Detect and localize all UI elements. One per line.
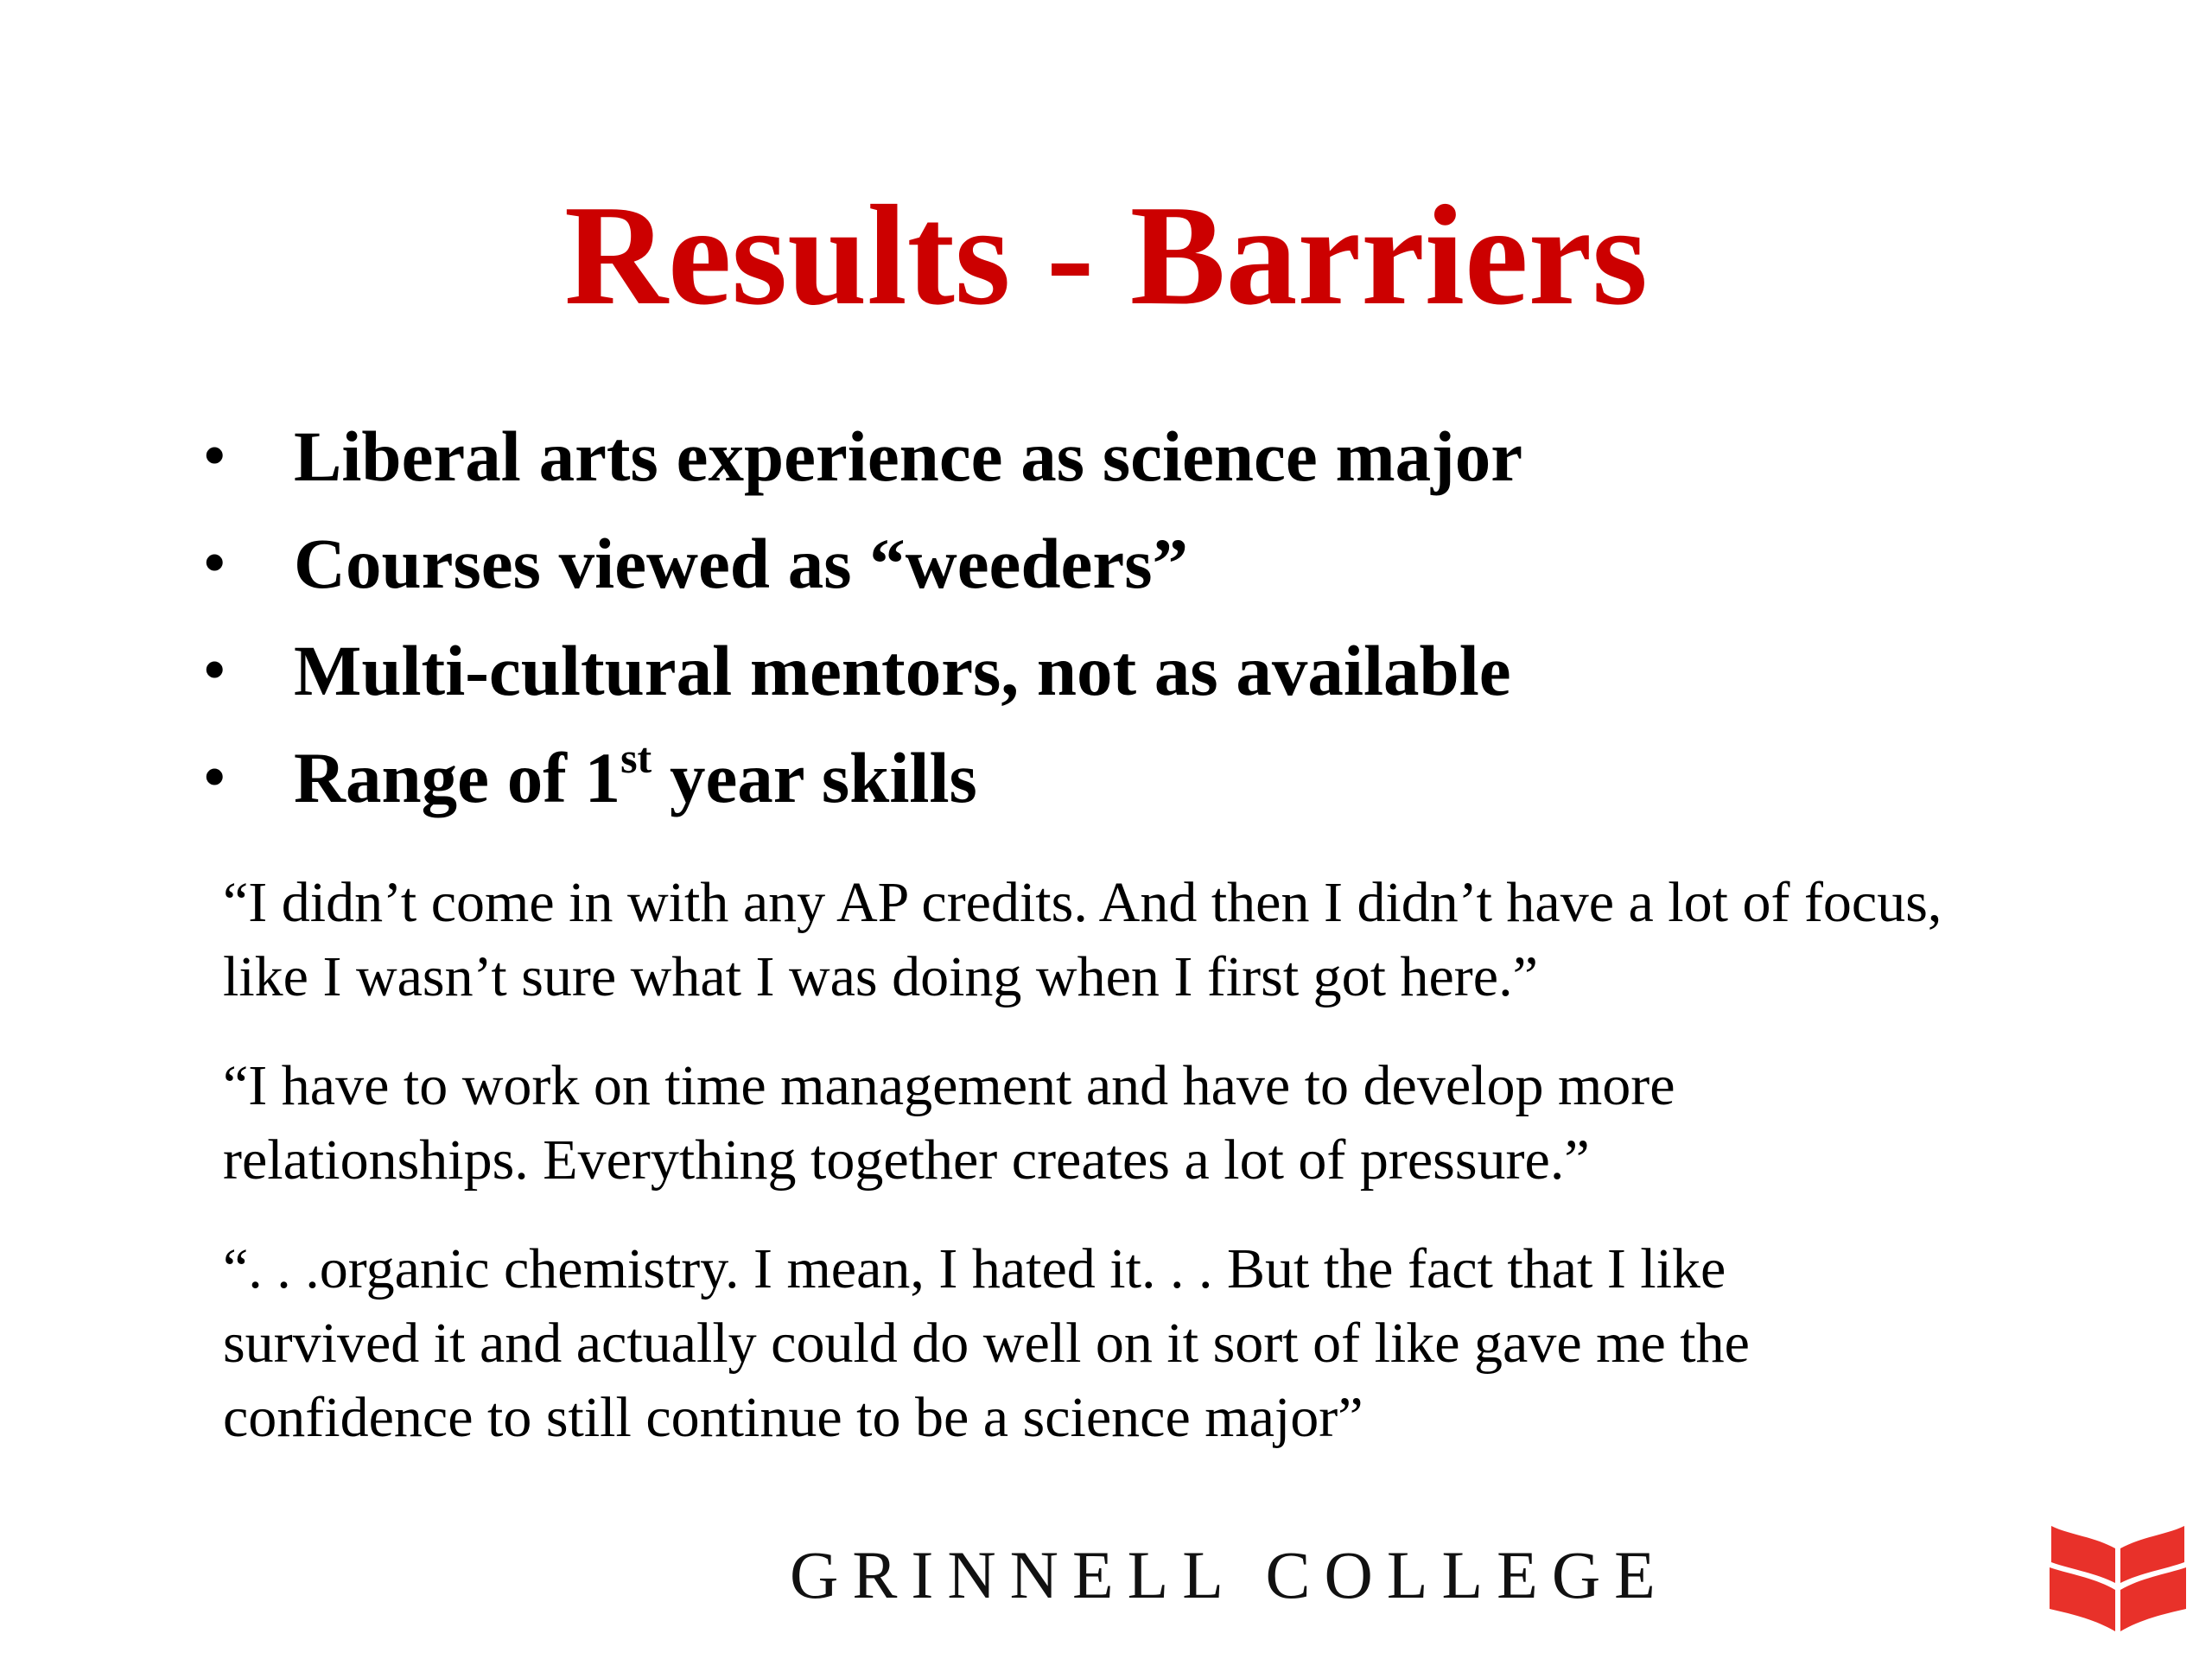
bullet-item xyxy=(199,617,2100,724)
quote-line: confidence to still continue to be a science major” xyxy=(223,1386,1363,1449)
bullet-text-before: Range of 1 xyxy=(294,738,621,817)
quote-line: like I wasn’t sure what I was doing when I first got here.” xyxy=(223,945,1538,1008)
college-wordmark: GRINNELL COLLEGE xyxy=(790,1537,1669,1612)
bullet-item xyxy=(199,403,2100,510)
slide-title: Results - Barriers xyxy=(564,175,1648,334)
quote-line: “I didn’t come in with any AP credits. And then I didn’t have a lot of focus, xyxy=(223,871,1942,934)
quote-list xyxy=(223,866,2124,1490)
quote-line: relationships. Everything together creates a lot of pressure.” xyxy=(223,1128,1590,1192)
bullet-dot: • xyxy=(204,744,226,810)
bullet-text: Multi-cultural mentors, not as available xyxy=(294,631,1511,710)
bullet-list xyxy=(199,403,2100,831)
quote-line: “. . .organic chemistry. I mean, I hated it. . . But the fact that I like xyxy=(223,1237,1726,1300)
bullet-superscript: st xyxy=(620,734,652,782)
bullet-text: Liberal arts experience as science major xyxy=(294,416,1523,496)
bullet-dot: • xyxy=(204,637,226,703)
bullet-dot: • xyxy=(204,530,226,596)
bullet-text: Courses viewed as “weeders” xyxy=(294,524,1189,603)
student-quote xyxy=(223,866,2124,1014)
bullet-item xyxy=(199,510,2100,617)
student-quote xyxy=(223,1232,2124,1455)
quote-line: “I have to work on time management and have to develop more xyxy=(223,1054,1675,1117)
quote-line: survived it and actually could do well on it sort of like gave me the xyxy=(223,1312,1750,1375)
bullet-item xyxy=(199,724,2100,831)
bullet-text-after: year skills xyxy=(652,738,977,817)
student-quote xyxy=(223,1049,2124,1198)
bullet-dot: • xyxy=(204,423,226,489)
grinnell-book-logo-icon xyxy=(2046,1522,2190,1635)
